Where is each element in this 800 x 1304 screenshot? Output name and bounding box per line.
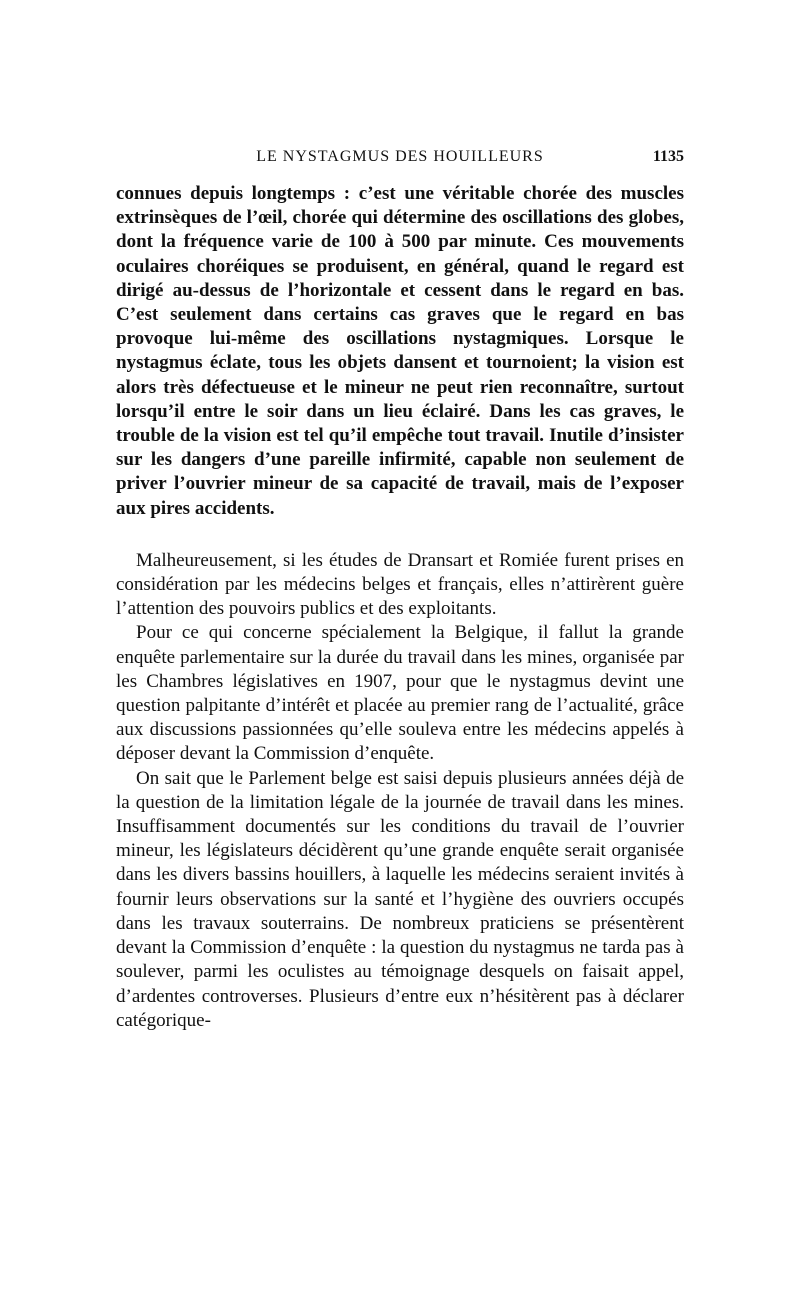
body-text [116,182,684,1033]
page-number: 1135 [652,148,684,165]
paragraph-4: On sait que le Parlement belge est saisi depuis plusieurs années déjà de la question de la limitation légale de la journée de travail dans les mines. Insuffisamment documentés sur les conditions du travail de l’ouvrier mineur, les législateurs décidèrent qu’une grande enquête serait organisée dans les divers bassins houillers, à laquelle les médecins seraient invités à fournir leurs observations sur la santé et l’hygiène des ouvriers occupés dans les travaux souterrains. De nombreux praticiens se présentèrent devant la Commission d’enquête : la question du nystagmus ne tarda pas à soulever, parmi les oculistes au témoignage desquels on faisait appel, d’ardentes controverses. Plusieurs d’entre eux n’hésitèrent pas à déclarer catégorique- [116,767,684,1031]
page-header [116,148,684,172]
paragraph-1: connues depuis longtemps : c’est une véritable chorée des muscles extrinsèques de l’œil, chorée qui détermine des oscillations des globes, dont la fréquence varie de 100 à 500 par minute. Ces mouvements oculaires choréiques se produisent, en général, quand le regard est dirigé au-dessus de l’horizontale et cessent dans le regard en bas. C’est seulement dans certains cas graves que le regard en bas provoque lui-même des oscillations nystagmiques. Lorsque le nystagmus éclate, tous les objets dansent et tournoient; la vision est alors très défectueuse et le mineur ne peut rien reconnaître, surtout lorsqu’il entre le soir dans un lieu éclairé. Dans les cas graves, le trouble de la vision est tel qu’il empêche tout travail. Inutile d’insister sur les dangers d’une pareille infirmité, capable non seulement de priver l’ouvrier mineur de sa capacité de travail, mais de l’exposer aux pires accidents. [116,183,684,519]
paragraph-3: Pour ce qui concerne spécialement la Belgique, il fallut la grande enquête parlementaire sur la durée du travail dans les mines, organisée par les Chambres législatives en 1907, pour que le nystagmus devint une question palpitante d’intérêt et placée au premier rang de l’actualité, grâce aux discussions passionnées qu’elle souleva entre les médecins appelés à déposer devant la Commission d’enquête. [116,622,684,765]
running-title: LE NYSTAGMUS DES HOUILLEURS [256,148,544,165]
paragraph-gap [116,521,684,549]
paragraph-2: Malheureusement, si les études de Dransart et Romiée furent prises en considération par les médecins belges et français, elles n’attirèrent guère l’attention des pouvoirs publics et des exploitants. [116,549,684,620]
